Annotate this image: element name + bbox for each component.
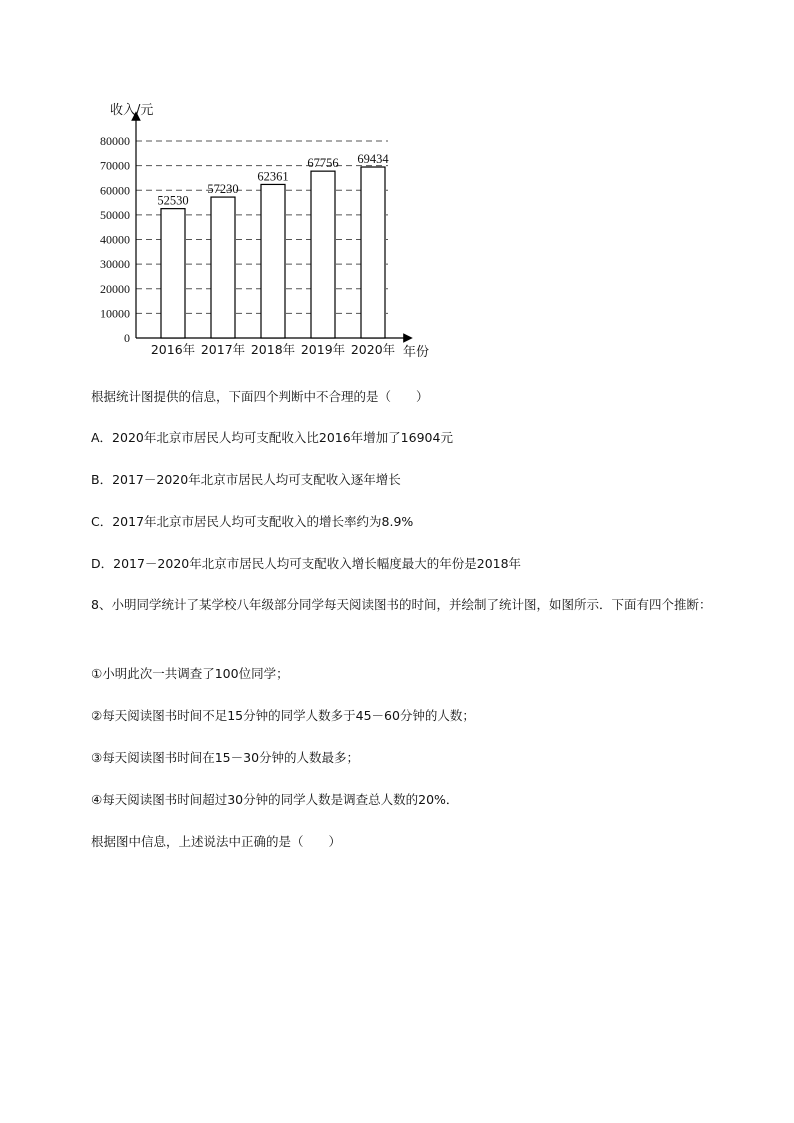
q7-option-b: B．2017－2020年北京市居民人均可支配收入逐年增长 — [91, 472, 401, 487]
y-tick-label: 30000 — [100, 257, 130, 272]
data-label: 62361 — [257, 169, 289, 184]
y-tick-label: 50000 — [100, 207, 130, 222]
bar — [311, 171, 335, 338]
y-tick-label: 40000 — [100, 232, 130, 247]
q8-prompt: 根据图中信息，上述说法中正确的是（ ） — [91, 834, 342, 849]
q8-stem: 8、小明同学统计了某学校八年级部分同学每天阅读图书的时间，并绘制了统计图，如图所示．下面有四个推断： — [91, 597, 712, 612]
income-bar-chart — [88, 98, 448, 363]
x-tick-label: 2017年 — [200, 342, 246, 357]
data-label: 57230 — [207, 182, 239, 197]
q7-option-c: C．2017年北京市居民人均可支配收入的增长率约为8.9% — [91, 514, 414, 529]
x-tick-label: 2018年 — [250, 342, 296, 357]
chart-svg — [88, 98, 448, 363]
bar — [161, 209, 185, 338]
q8-item-2: ②每天阅读图书时间不足15分钟的同学人数多于45－60分钟的人数； — [91, 708, 475, 723]
y-tick-label: 20000 — [100, 281, 130, 296]
x-tick-label: 2020年 — [350, 342, 396, 357]
q8-item-4: ④每天阅读图书时间超过30分钟的同学人数是调查总人数的20%． — [91, 792, 459, 807]
q8-item-1: ①小明此次一共调查了100位同学； — [91, 666, 289, 681]
data-label: 67756 — [307, 156, 339, 171]
bar — [211, 197, 235, 338]
y-tick-label: 80000 — [100, 134, 130, 148]
data-label: 69434 — [357, 152, 389, 167]
x-tick-label: 2016年 — [150, 342, 196, 357]
x-axis-label: 年份 — [403, 345, 430, 360]
data-label: 52530 — [157, 193, 189, 208]
y-axis-label: 收入/元 — [110, 103, 154, 118]
q8-item-3: ③每天阅读图书时间在15－30分钟的人数最多； — [91, 750, 360, 765]
y-tick-label: 10000 — [100, 306, 130, 321]
y-tick-label: 60000 — [100, 183, 130, 198]
x-tick-label: 2019年 — [300, 342, 346, 357]
q7-option-a: A．2020年北京市居民人均可支配收入比2016年增加了16904元 — [91, 430, 453, 445]
bar — [261, 184, 285, 338]
bar — [361, 167, 385, 338]
q7-option-d: D．2017－2020年北京市居民人均可支配收入增长幅度最大的年份是2018年 — [91, 556, 522, 571]
y-tick-label: 0 — [124, 331, 130, 345]
q7-stem: 根据统计图提供的信息，下面四个判断中不合理的是（ ） — [91, 389, 429, 404]
y-tick-label: 70000 — [100, 158, 130, 173]
